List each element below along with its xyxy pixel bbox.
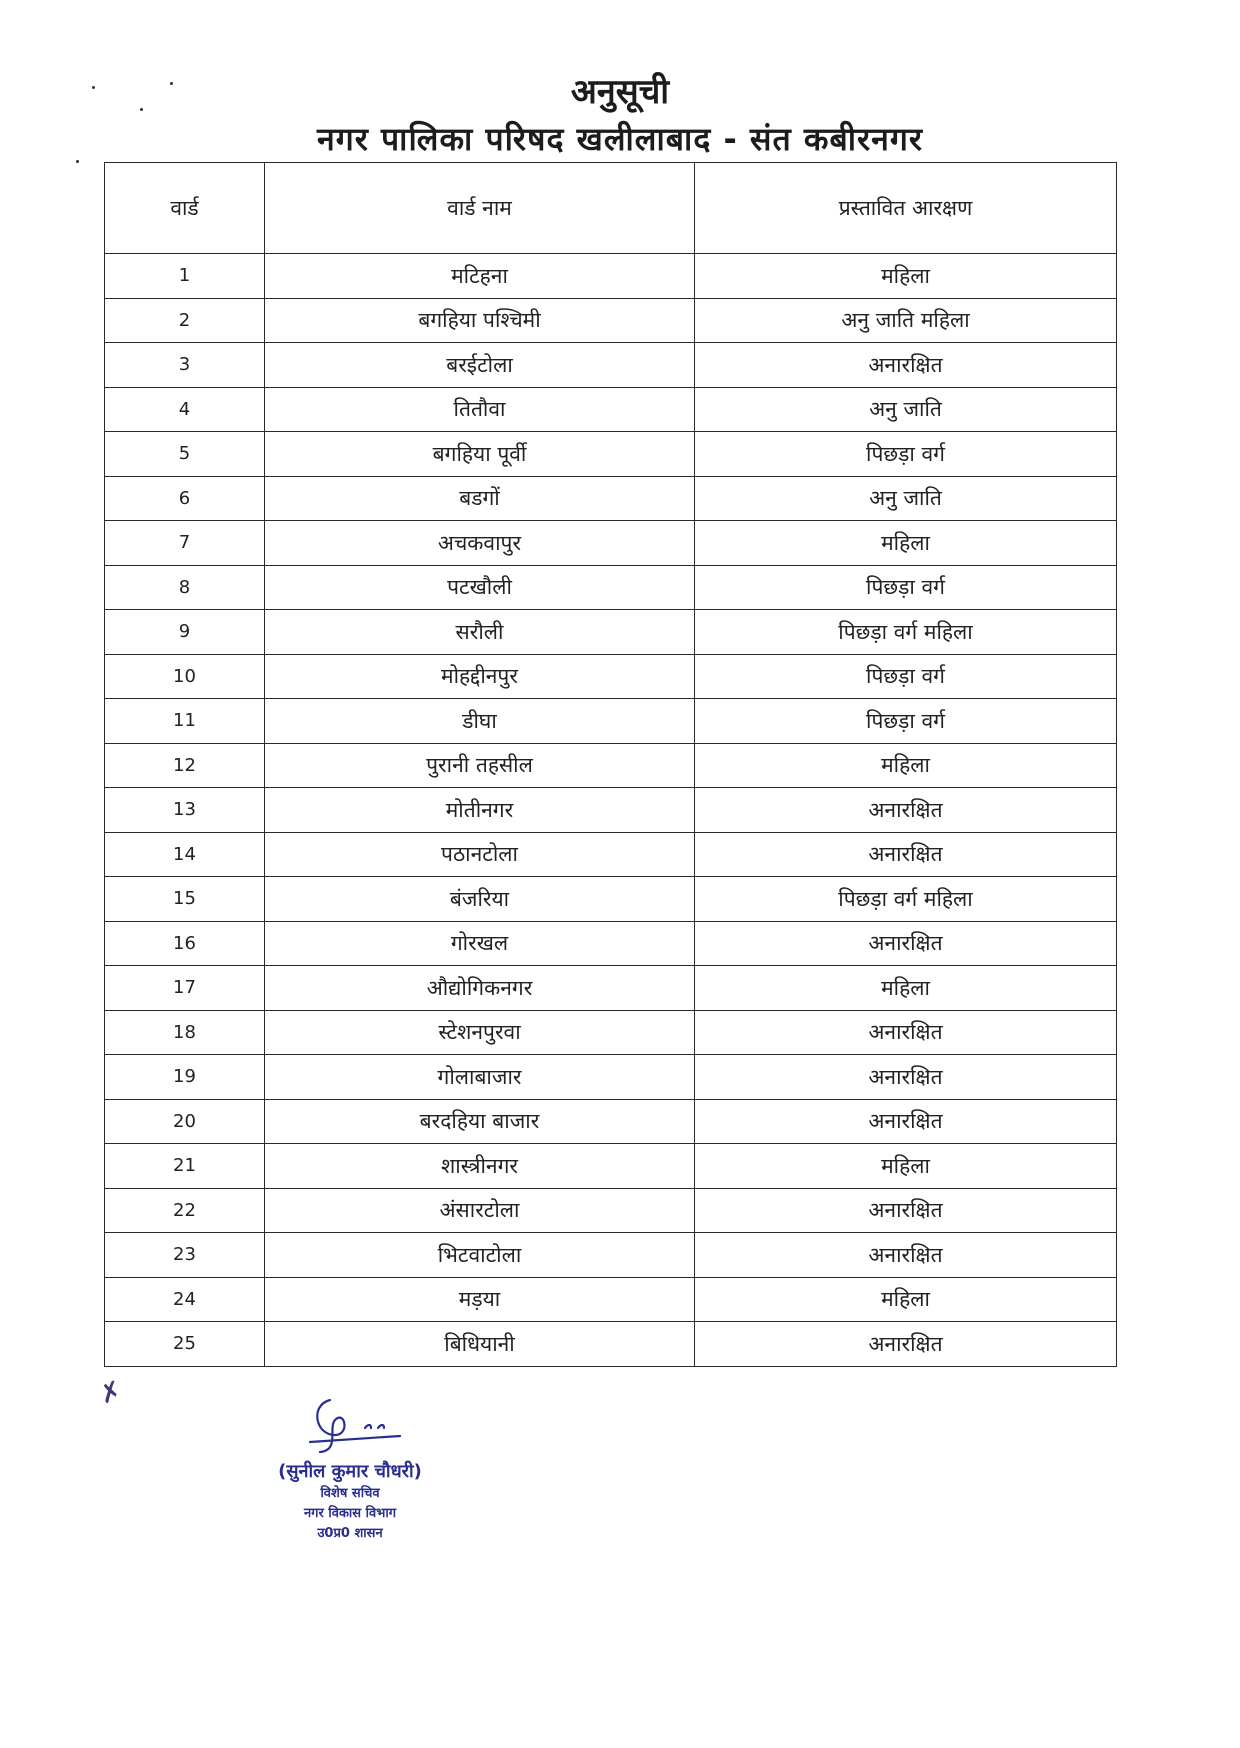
table-row bbox=[105, 699, 1117, 744]
ward-name-cell: बगहिया पश्चिमी bbox=[265, 298, 695, 343]
ward-number-cell: 11 bbox=[105, 699, 265, 744]
reservation-cell: अनारक्षित bbox=[695, 1322, 1117, 1367]
ward-number-cell: 21 bbox=[105, 1144, 265, 1189]
reservation-cell: पिछड़ा वर्ग bbox=[695, 565, 1117, 610]
reservation-cell: महिला bbox=[695, 1277, 1117, 1322]
reservation-cell: अनारक्षित bbox=[695, 1188, 1117, 1233]
ward-name-cell: पटखौली bbox=[265, 565, 695, 610]
reservation-cell: अनु जाति महिला bbox=[695, 298, 1117, 343]
reservation-cell: अनु जाति bbox=[695, 387, 1117, 432]
ward-number-cell: 1 bbox=[105, 254, 265, 299]
ward-name-cell: तितौवा bbox=[265, 387, 695, 432]
table-row bbox=[105, 343, 1117, 388]
ward-number-cell: 8 bbox=[105, 565, 265, 610]
ward-name-cell: डीघा bbox=[265, 699, 695, 744]
reservation-cell: अनारक्षित bbox=[695, 1233, 1117, 1278]
reservation-cell: अनारक्षित bbox=[695, 832, 1117, 877]
ward-name-cell: मोतीनगर bbox=[265, 788, 695, 833]
ward-number-cell: 22 bbox=[105, 1188, 265, 1233]
table-row bbox=[105, 654, 1117, 699]
reservation-cell: अनारक्षित bbox=[695, 1010, 1117, 1055]
table-row bbox=[105, 966, 1117, 1011]
reservation-cell: महिला bbox=[695, 743, 1117, 788]
ward-number-cell: 3 bbox=[105, 343, 265, 388]
signatory-designation: विशेष सचिव bbox=[320, 1486, 380, 1501]
table-row bbox=[105, 610, 1117, 655]
table-row bbox=[105, 1322, 1117, 1367]
table-row bbox=[105, 1233, 1117, 1278]
ward-name-cell: गोलाबाजार bbox=[265, 1055, 695, 1100]
table-row bbox=[105, 254, 1117, 299]
table-body bbox=[105, 254, 1117, 1367]
reservation-cell: महिला bbox=[695, 966, 1117, 1011]
ward-name-cell: शास्त्रीनगर bbox=[265, 1144, 695, 1189]
table-row bbox=[105, 877, 1117, 922]
reservation-cell: महिला bbox=[695, 521, 1117, 566]
table-row bbox=[105, 1144, 1117, 1189]
ward-name-cell: बरईटोला bbox=[265, 343, 695, 388]
reservation-table bbox=[104, 162, 1117, 1367]
table-row bbox=[105, 387, 1117, 432]
ward-name-cell: पुरानी तहसील bbox=[265, 743, 695, 788]
ward-number-cell: 19 bbox=[105, 1055, 265, 1100]
table-row bbox=[105, 1277, 1117, 1322]
ward-name-cell: स्टेशनपुरवा bbox=[265, 1010, 695, 1055]
ward-number-cell: 4 bbox=[105, 387, 265, 432]
ward-name-cell: बडगों bbox=[265, 476, 695, 521]
table-row bbox=[105, 432, 1117, 477]
ward-number-cell: 13 bbox=[105, 788, 265, 833]
table-row bbox=[105, 521, 1117, 566]
table-row bbox=[105, 1010, 1117, 1055]
document-title: अनुसूची bbox=[570, 72, 670, 112]
table-header-row bbox=[105, 163, 1117, 254]
table-row bbox=[105, 921, 1117, 966]
ward-number-cell: 14 bbox=[105, 832, 265, 877]
reservation-cell: पिछड़ा वर्ग महिला bbox=[695, 610, 1117, 655]
ward-number-cell: 10 bbox=[105, 654, 265, 699]
reservation-cell: पिछड़ा वर्ग bbox=[695, 432, 1117, 477]
reservation-cell: अनु जाति bbox=[695, 476, 1117, 521]
table-row bbox=[105, 1099, 1117, 1144]
ward-number-cell: 16 bbox=[105, 921, 265, 966]
ward-number-cell: 25 bbox=[105, 1322, 265, 1367]
reservation-cell: महिला bbox=[695, 254, 1117, 299]
pen-mark-icon: ✗ bbox=[95, 1375, 127, 1411]
table-row bbox=[105, 476, 1117, 521]
table-row bbox=[105, 788, 1117, 833]
reservation-cell: पिछड़ा वर्ग महिला bbox=[695, 877, 1117, 922]
reservation-cell: अनारक्षित bbox=[695, 343, 1117, 388]
ward-name-cell: मड़या bbox=[265, 1277, 695, 1322]
signatory-department: नगर विकास विभाग bbox=[303, 1506, 397, 1521]
table-row bbox=[105, 1055, 1117, 1100]
reservation-cell: अनारक्षित bbox=[695, 1055, 1117, 1100]
ward-number-cell: 5 bbox=[105, 432, 265, 477]
ward-name-cell: भिटवाटोला bbox=[265, 1233, 695, 1278]
signature-block bbox=[250, 1390, 450, 1544]
header-ward: वार्ड bbox=[105, 163, 265, 254]
table-row bbox=[105, 1188, 1117, 1233]
reservation-cell: पिछड़ा वर्ग bbox=[695, 699, 1117, 744]
ward-number-cell: 2 bbox=[105, 298, 265, 343]
table-row bbox=[105, 565, 1117, 610]
reservation-cell: महिला bbox=[695, 1144, 1117, 1189]
ward-number-cell: 7 bbox=[105, 521, 265, 566]
ward-name-cell: बिधियानी bbox=[265, 1322, 695, 1367]
ward-number-cell: 9 bbox=[105, 610, 265, 655]
ward-name-cell: मोहद्दीनपुर bbox=[265, 654, 695, 699]
signature-icon bbox=[290, 1390, 410, 1460]
ward-name-cell: औद्योगिकनगर bbox=[265, 966, 695, 1011]
signatory-name: (सुनील कुमार चौधरी) bbox=[278, 1461, 422, 1482]
ward-name-cell: गोरखल bbox=[265, 921, 695, 966]
ward-name-cell: अचकवापुर bbox=[265, 521, 695, 566]
ward-name-cell: पठानटोला bbox=[265, 832, 695, 877]
ward-number-cell: 6 bbox=[105, 476, 265, 521]
ward-name-cell: बगहिया पूर्वी bbox=[265, 432, 695, 477]
ward-number-cell: 23 bbox=[105, 1233, 265, 1278]
table-row bbox=[105, 743, 1117, 788]
document-subtitle: नगर पालिका परिषद खलीलाबाद - संत कबीरनगर bbox=[317, 120, 923, 158]
ward-number-cell: 18 bbox=[105, 1010, 265, 1055]
signatory-office: उ0प्र0 शासन bbox=[317, 1526, 383, 1541]
ward-number-cell: 15 bbox=[105, 877, 265, 922]
table-row bbox=[105, 832, 1117, 877]
scan-speck bbox=[76, 160, 79, 163]
ward-number-cell: 20 bbox=[105, 1099, 265, 1144]
ward-number-cell: 17 bbox=[105, 966, 265, 1011]
ward-number-cell: 12 bbox=[105, 743, 265, 788]
ward-name-cell: सरौली bbox=[265, 610, 695, 655]
reservation-cell: अनारक्षित bbox=[695, 921, 1117, 966]
reservation-cell: अनारक्षित bbox=[695, 788, 1117, 833]
ward-name-cell: मटिहना bbox=[265, 254, 695, 299]
reservation-cell: पिछड़ा वर्ग bbox=[695, 654, 1117, 699]
ward-number-cell: 24 bbox=[105, 1277, 265, 1322]
reservation-cell: अनारक्षित bbox=[695, 1099, 1117, 1144]
ward-name-cell: अंसारटोला bbox=[265, 1188, 695, 1233]
ward-name-cell: बंजरिया bbox=[265, 877, 695, 922]
ward-name-cell: बरदहिया बाजार bbox=[265, 1099, 695, 1144]
header-reservation: प्रस्तावित आरक्षण bbox=[695, 163, 1117, 254]
header-ward-name: वार्ड नाम bbox=[265, 163, 695, 254]
table-row bbox=[105, 298, 1117, 343]
